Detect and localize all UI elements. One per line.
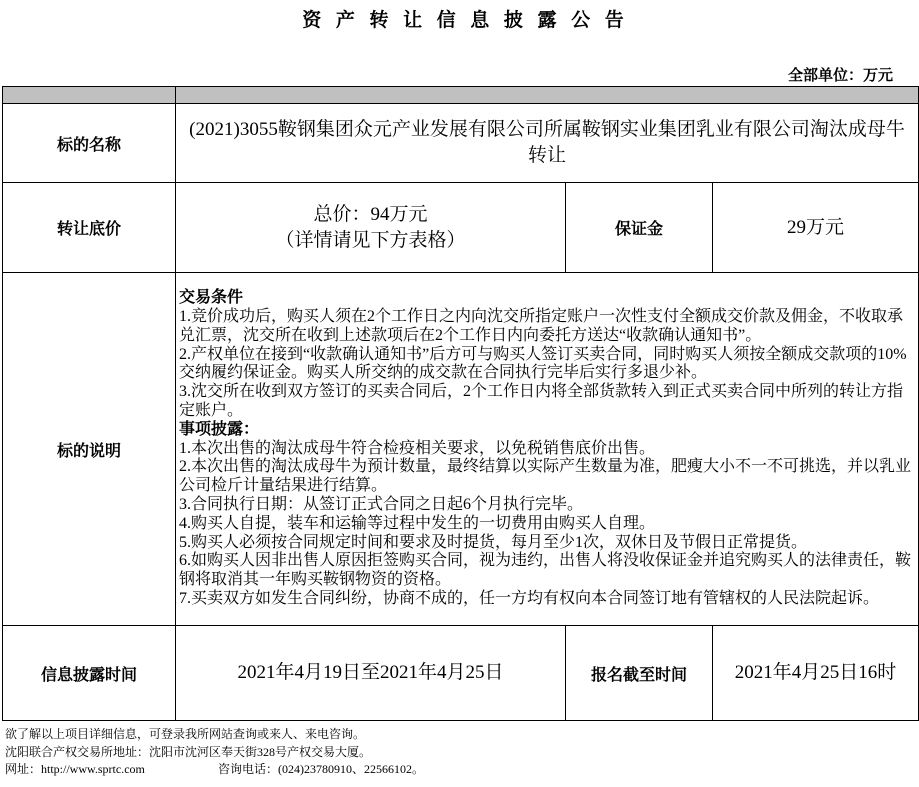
description-label: 标的说明: [3, 273, 176, 626]
deposit-value: 29万元: [713, 183, 919, 273]
disclosure-item: 6.如购买人因非出售人原因拒签购买合同，视为违约，出售人将没收保证金并追究购买人的法律责任，鞍钢将取消其一年购买鞍钢物资的资格。: [179, 552, 912, 589]
footer-contact-line: [5, 761, 424, 779]
base-price-label: 转让底价: [3, 183, 176, 273]
disclosure-item: 4.购买人自提，装车和运输等过程中发生的一切费用由购买人自理。: [179, 514, 656, 532]
disclosure-period-value: 2021年4月19日至2021年4月25日: [176, 626, 566, 721]
header-cell-left: [3, 87, 176, 104]
disclosures-heading: 事项披露：: [179, 420, 260, 438]
trade-conditions-heading: 交易条件: [179, 289, 244, 307]
total-price: 总价：94万元: [313, 203, 428, 225]
footer-phone: 咨询电话：(024)23780910、22566102。: [218, 762, 424, 776]
footer-address: 沈阳联合产权交易所地址：沈阳市沈河区奉天街328号产权交易大厦。: [5, 744, 372, 759]
footer-inquiry-note: 欲了解以上项目详细信息，可登录我所网站查询或来人、来电咨询。: [5, 727, 366, 741]
description-row: [3, 273, 919, 626]
disclosure-item: 7.买卖双方如发生合同纠纷，协商不成的，任一方均有权向本合同签订地有管辖权的人民法院起诉。: [179, 589, 880, 607]
page-title: 资 产 转 让 信 息 披 露 公 告: [302, 9, 628, 31]
deposit-label: 保证金: [566, 183, 713, 273]
base-price-cell: [176, 183, 566, 273]
disclosure-table: [2, 86, 919, 721]
footer: [5, 726, 424, 779]
subject-name-value: (2021)3055鞍钢集团众元产业发展有限公司所属鞍钢实业集团乳业有限公司淘汰成母牛转让: [176, 104, 919, 183]
disclosure-item: 1.本次出售的淘汰成母牛符合检疫相关要求，以免税销售底价出售。: [179, 439, 656, 457]
subject-name-label: 标的名称: [3, 104, 176, 183]
registration-deadline-label: 报名截至时间: [566, 626, 713, 721]
disclosure-item: 2.本次出售的淘汰成母牛为预计数量，最终结算以实际产生数量为准，肥瘦大小不一不可挑选，并以乳业公司检斤计量结果进行结算。: [179, 458, 912, 495]
footer-website: 网址：http://www.sprtc.com: [5, 762, 145, 776]
disclosure-period-label: 信息披露时间: [3, 626, 176, 721]
subject-name-row: [3, 104, 919, 183]
disclosure-item: 3.合同执行日期：从签订正式合同之日起6个月执行完毕。: [179, 495, 584, 513]
header-cell-right: [176, 87, 919, 104]
price-detail-note: （详情请见下方表格）: [275, 229, 466, 251]
disclosure-item: 5.购买人必须按合同规定时间和要求及时提货，每月至少1次，双休日及节假日正常提货。: [179, 533, 808, 551]
base-price-row: [3, 183, 919, 273]
disclosure-period-row: [3, 626, 919, 721]
registration-deadline-value: 2021年4月25日16时: [713, 626, 919, 721]
trade-condition-item: 3.沈交所在收到双方签订的买卖合同后，2个工作日内将全部货款转入到正式买卖合同中所列的转让方指定账户。: [179, 383, 904, 419]
unit-note: 全部单位：万元: [787, 66, 893, 84]
description-cell: [176, 273, 919, 626]
trade-condition-item: 1.竞价成功后，购买人须在2个工作日之内向沈交所指定账户一次性支付全额成交价款及佣金，不收取承兑汇票，沈交所在收到上述款项后在2个工作日内向委托方送达“收款确认通知书”。: [179, 308, 904, 344]
table-header-row: [3, 87, 919, 104]
trade-condition-item: 2.产权单位在接到“收款确认通知书”后方可与购买人签订买卖合同，同时购买人须按全额成交款项的10%交纳履约保证金。购买人所交纳的成交款在合同执行完毕后实行多退少补。: [179, 345, 907, 382]
